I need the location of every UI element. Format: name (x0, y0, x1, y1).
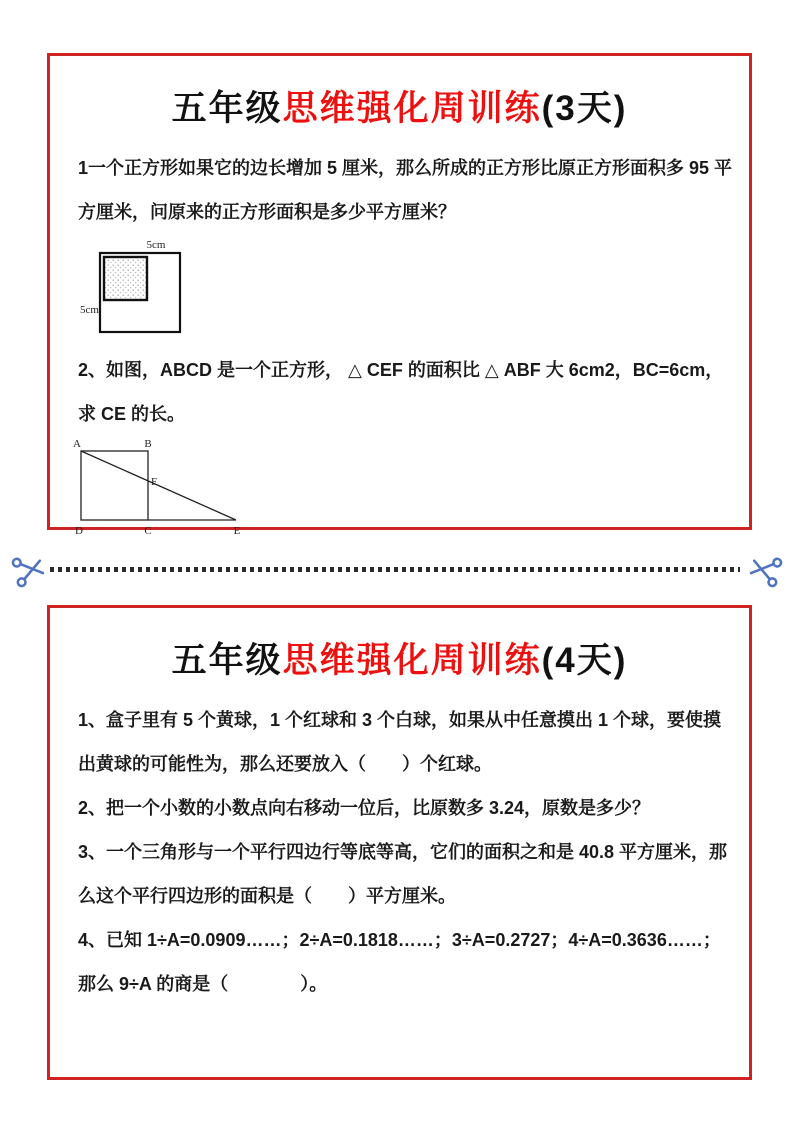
section2-problem-2: 2、把一个小数的小数点向右移动一位后，比原数多 3.24，原数是多少？ (78, 798, 651, 818)
vertex-label-d: D (75, 525, 83, 537)
vertex-label-f: F (150, 476, 158, 488)
vertex-label-b: B (144, 438, 152, 450)
section2-problem-3: 3、一个三角形与一个平行四边行等底等高，它们的面积之和是 40.8 平方厘米，那么这个平行四边形的面积是（ ）平方厘米。 (78, 842, 728, 906)
section1-problem-1: 1一个正方形如果它的边长增加 5 厘米，那么所成的正方形比原正方形面积多 95 平方厘米，问原来的正方形面积是多少平方厘米？ (78, 158, 733, 222)
vertex-label-a: A (73, 438, 81, 450)
section2-problem-4: 4、已知 1÷A=0.0909……；2÷A=0.1818……；3÷A=0.2727；4÷A=0.3636……；那么 9÷A 的商是（ ）。 (78, 930, 721, 994)
inner-dotted-square-shape (104, 257, 147, 300)
square-abcd-figure (64, 438, 304, 542)
section1-title-prefix: 五年级 (171, 89, 283, 128)
vertex-label-e: E (233, 525, 241, 537)
square-top-dimension-label: 5cm (146, 239, 166, 251)
square-abcd-shape (81, 451, 148, 520)
section1-title (50, 88, 749, 130)
scissors-icon (744, 549, 785, 590)
section2-title (50, 640, 749, 682)
section1-title-suffix: (3天) (541, 89, 628, 128)
line-a-to-e (81, 451, 236, 520)
section2-title-prefix: 五年级 (171, 641, 283, 680)
dotted-cut-rule (50, 567, 740, 572)
worksheet-section-day3 (47, 53, 752, 537)
section2-problem-1: 1、盒子里有 5 个黄球，1 个红球和 3 个白球，如果从中任意摸出 1 个球，要使摸出黄球的可能性为，那么还要放入（ ）个红球。 (78, 710, 722, 774)
section1-problem-2: 2、如图，ABCD 是一个正方形， △ CEF 的面积比 △ ABF 大 6cm2，BC=6cm，求 CE 的长。 (78, 360, 724, 424)
section2-title-suffix: (4天) (541, 641, 628, 680)
cut-here-divider (12, 552, 782, 590)
section2-title-highlight: 思维强化周训练 (282, 641, 542, 680)
enlarged-square-figure (72, 234, 272, 334)
scissors-icon (8, 549, 49, 590)
worksheet-section-day4 (47, 605, 752, 1080)
vertex-label-c: C (144, 525, 152, 537)
square-left-dimension-label: 5cm (80, 304, 99, 316)
section1-title-highlight: 思维强化周训练 (282, 89, 542, 128)
